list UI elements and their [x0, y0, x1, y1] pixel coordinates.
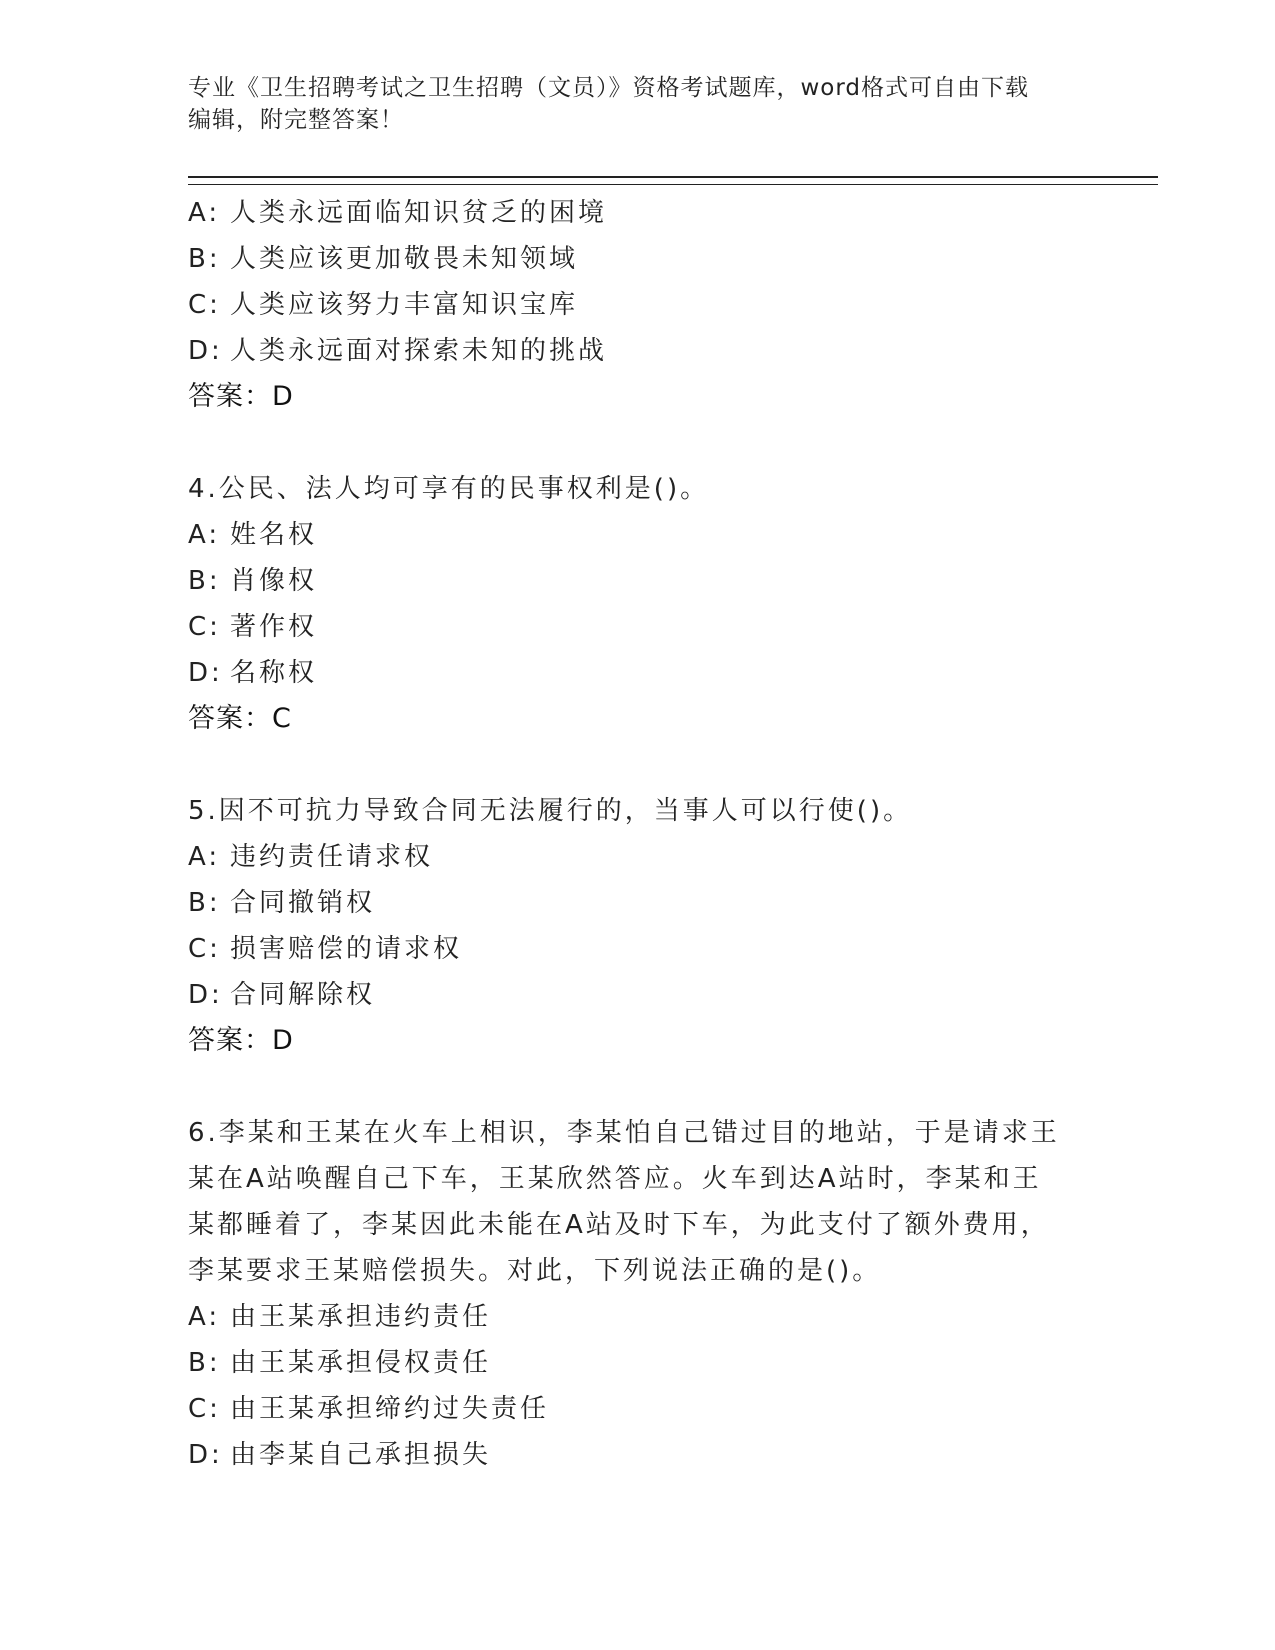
question-stem-line: 6.李某和王某在火车上相识，李某怕自己错过目的地站，于是请求王	[188, 1118, 1060, 1148]
option-text: 由王某承担缔约过失责任	[230, 1394, 550, 1424]
question-5	[188, 788, 1088, 1064]
option-letter: B:	[188, 1348, 221, 1378]
option-text: 合同解除权	[230, 980, 376, 1010]
option-text: 由王某承担侵权责任	[230, 1348, 492, 1378]
option-b	[188, 1340, 1088, 1386]
option-letter: B:	[188, 244, 221, 274]
option-letter: B:	[188, 566, 221, 596]
option-letter: D:	[188, 980, 223, 1010]
question-stem-line: 李某要求王某赔偿损失。对此，下列说法正确的是()。	[188, 1256, 882, 1286]
question-stem-line: 某都睡着了，李某因此未能在A站及时下车，为此支付了额外费用，	[188, 1210, 1050, 1240]
question-stem: 5.因不可抗力导致合同无法履行的，当事人可以行使()。	[188, 796, 913, 826]
option-letter: C:	[188, 290, 221, 320]
answer-line: 答案：D	[188, 381, 294, 412]
option-a	[188, 834, 1088, 880]
option-c	[188, 1386, 1088, 1432]
option-letter: D:	[188, 1440, 223, 1470]
question-stem-line: 某在A站唤醒自己下车，王某欣然答应。火车到达A站时，李某和王	[188, 1164, 1042, 1194]
header-divider	[188, 176, 1158, 185]
option-letter: B:	[188, 888, 221, 918]
option-letter: C:	[188, 934, 221, 964]
option-b	[188, 558, 1088, 604]
option-letter: A:	[188, 520, 221, 550]
answer-line: 答案：C	[188, 703, 292, 734]
option-a	[188, 1294, 1088, 1340]
option-c	[188, 604, 1088, 650]
option-letter: D:	[188, 336, 223, 366]
option-c	[188, 282, 1088, 328]
question-3	[188, 190, 1088, 420]
option-text: 姓名权	[230, 520, 318, 550]
option-text: 肖像权	[230, 566, 318, 596]
document-header	[188, 72, 1088, 136]
header-line-2: 编辑，附完整答案！	[188, 107, 404, 133]
option-text: 违约责任请求权	[230, 842, 434, 872]
option-a	[188, 190, 1088, 236]
question-stem: 4.公民、法人均可享有的民事权利是()。	[188, 474, 710, 504]
option-a	[188, 512, 1088, 558]
option-d	[188, 1432, 1088, 1478]
spacer	[188, 742, 1088, 788]
spacer	[188, 1064, 1088, 1110]
option-text: 由李某自己承担损失	[230, 1440, 492, 1470]
option-letter: A:	[188, 198, 221, 228]
option-text: 人类应该更加敬畏未知领域	[230, 244, 579, 274]
option-b	[188, 880, 1088, 926]
option-text: 名称权	[230, 658, 318, 688]
option-text: 损害赔偿的请求权	[230, 934, 463, 964]
option-d	[188, 972, 1088, 1018]
option-letter: C:	[188, 1394, 221, 1424]
option-letter: D:	[188, 658, 223, 688]
option-letter: A:	[188, 1302, 221, 1332]
option-d	[188, 328, 1088, 374]
option-b	[188, 236, 1088, 282]
header-line-1: 专业《卫生招聘考试之卫生招聘（文员）》资格考试题库，word格式可自由下载	[188, 75, 1030, 101]
question-content	[188, 190, 1088, 1478]
option-text: 人类永远面临知识贫乏的困境	[230, 198, 608, 228]
answer-line: 答案：D	[188, 1025, 294, 1056]
option-d	[188, 650, 1088, 696]
option-c	[188, 926, 1088, 972]
option-letter: A:	[188, 842, 221, 872]
option-text: 合同撤销权	[230, 888, 376, 918]
question-4	[188, 466, 1088, 742]
question-6	[188, 1110, 1088, 1478]
option-text: 著作权	[230, 612, 318, 642]
option-text: 人类应该努力丰富知识宝库	[230, 290, 579, 320]
spacer	[188, 420, 1088, 466]
option-letter: C:	[188, 612, 221, 642]
option-text: 人类永远面对探索未知的挑战	[230, 336, 608, 366]
option-text: 由王某承担违约责任	[230, 1302, 492, 1332]
